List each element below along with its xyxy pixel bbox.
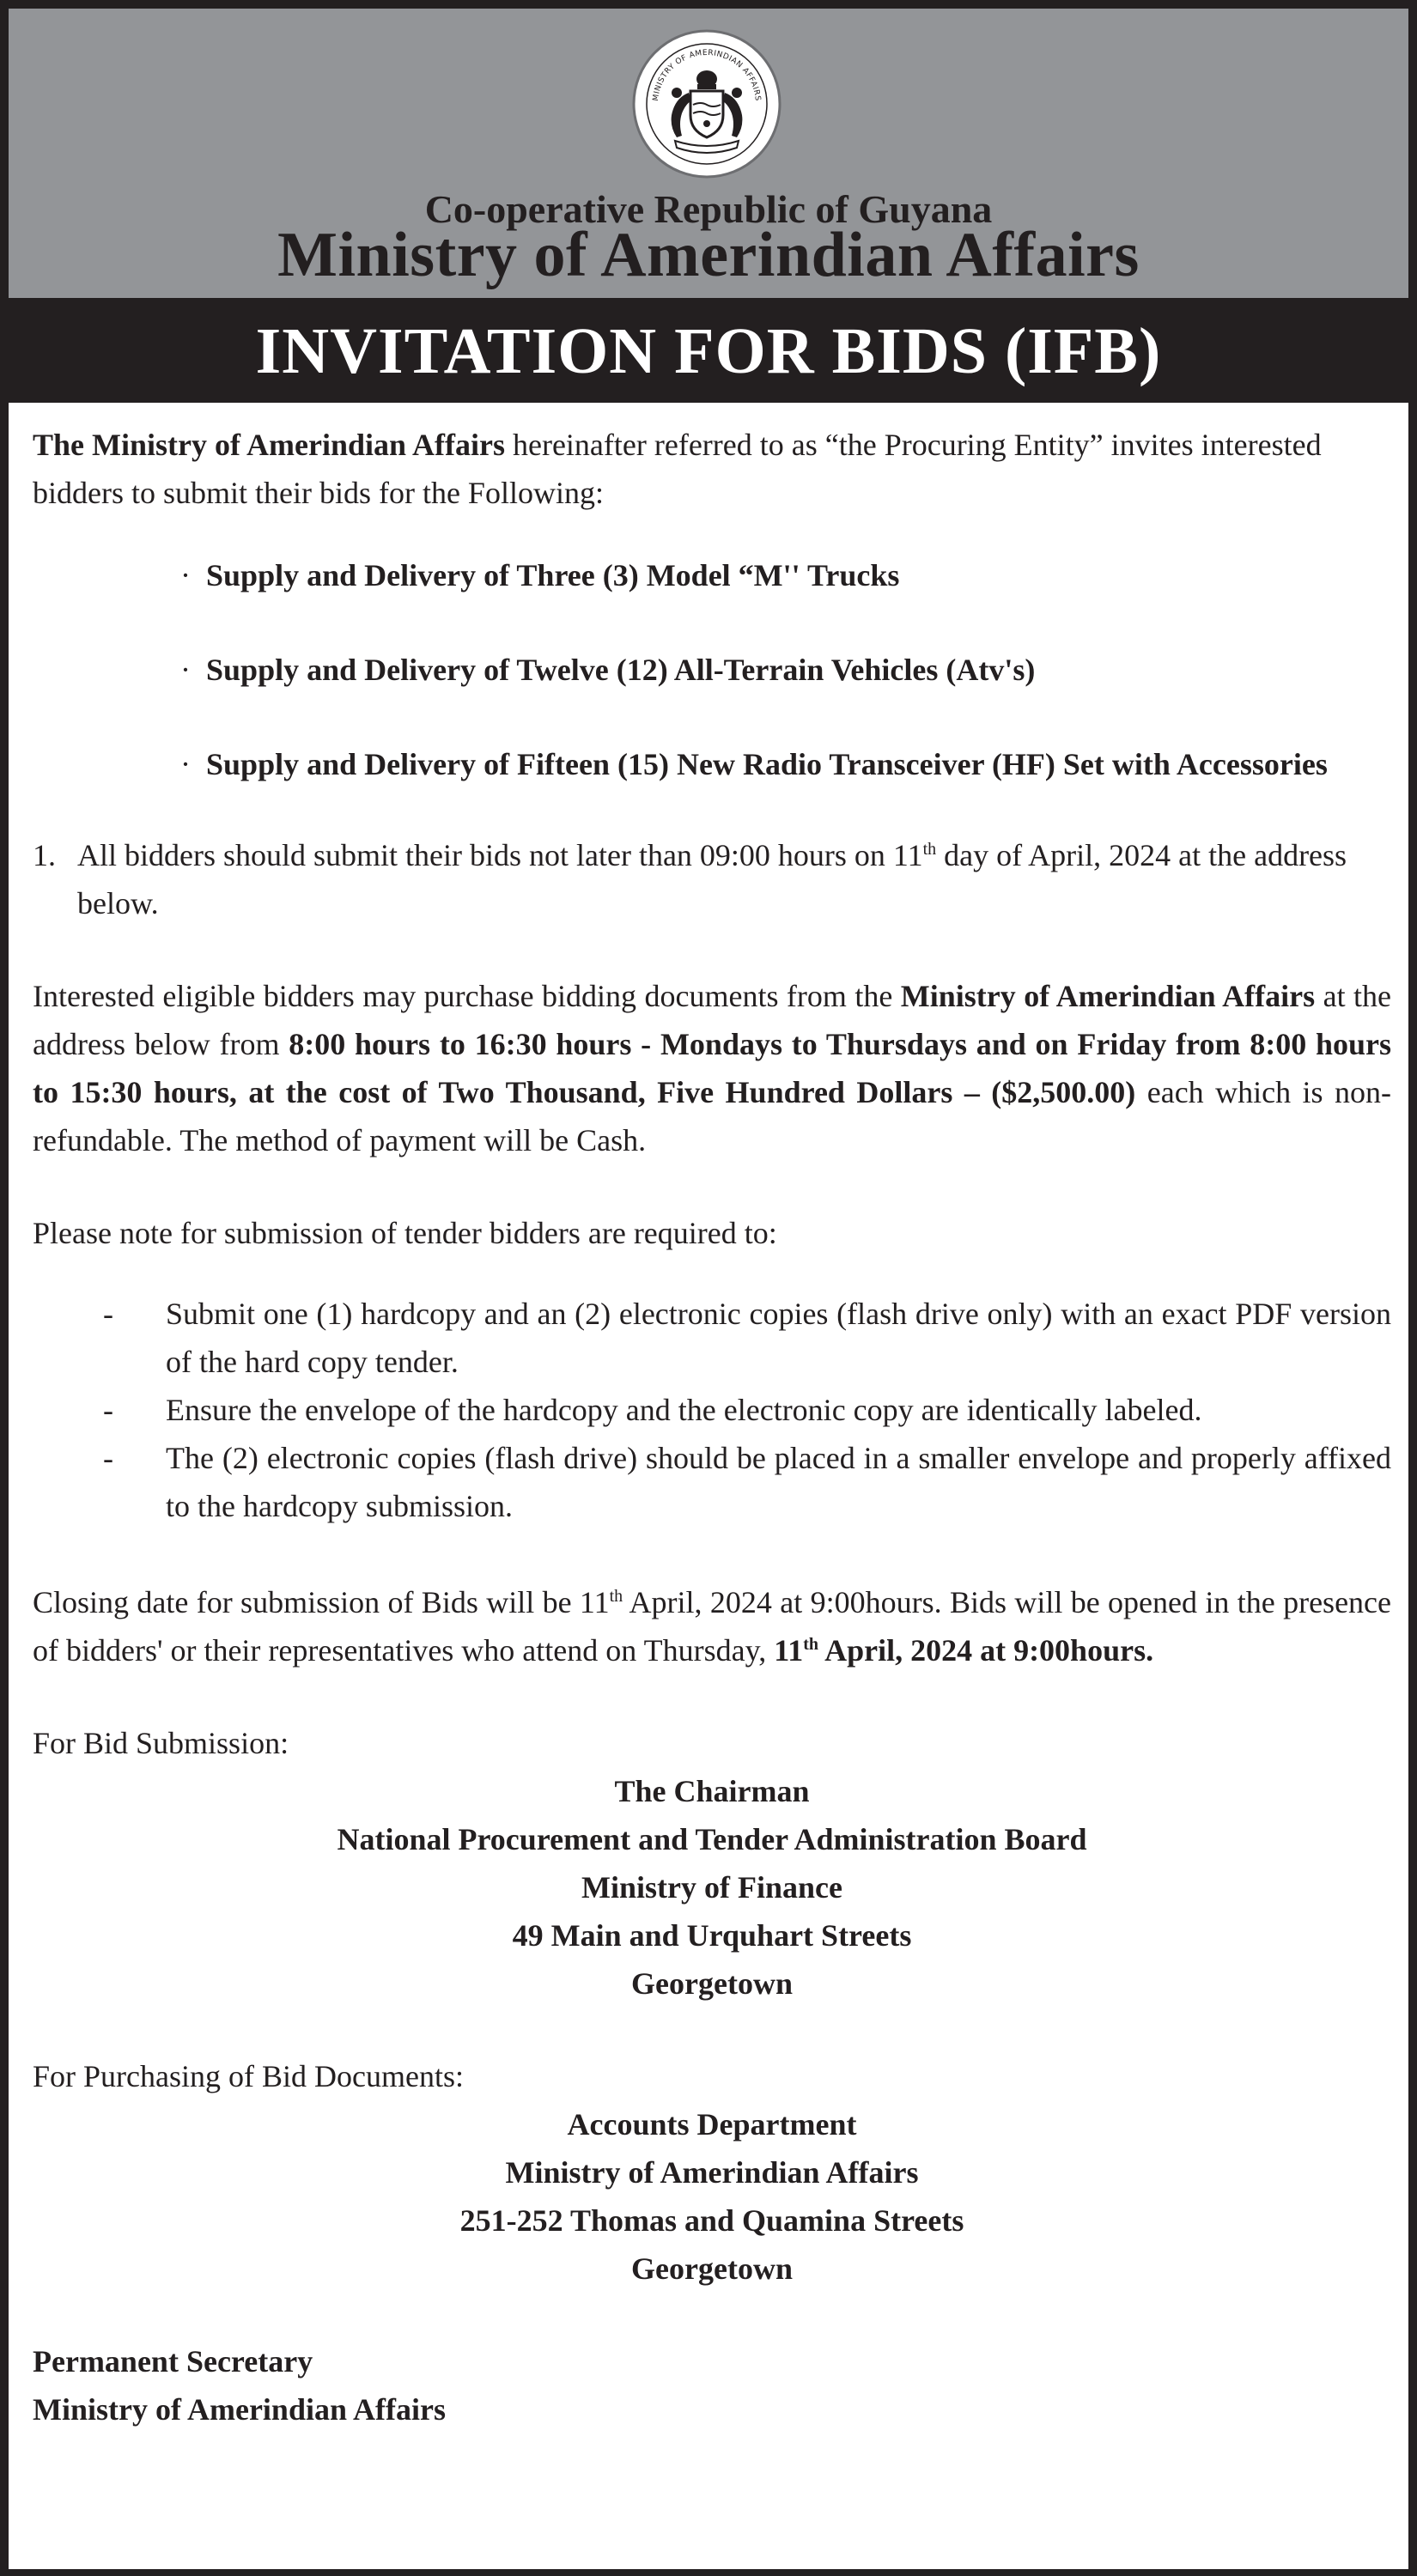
purchase-paragraph: Interested eligible bidders may purchase bidding documents from the Ministry of Amerindian Affairs at the address below from 8:00 hours to 16:30 hours - Mondays to Thursdays and on Friday from 8:00 hours to 15:30 hours, at the cost of Two Thousand, Five Hundred Dollars – ($2,500.00) each which is non-refundable. The method of payment will be Cash. [33,979,1392,1157]
note-intro: Please note for submission of tender bidders are required to: [33,1216,777,1250]
notice-body [33,421,1391,2433]
requirement-item: - Ensure the envelope of the hardcopy and the electronic copy are identically labeled. [33,1386,1391,1434]
dash-icon: - [103,1393,113,1427]
header [9,9,1408,298]
ministry-name: Ministry of Amerindian Affairs [277,220,1140,290]
dash-icon: - [103,1441,113,1475]
bid-item: · Supply and Delivery of Fifteen (15) New Radio Transceiver (HF) Set with Accessories [33,740,1391,788]
bullet-icon: · [180,558,191,592]
requirement-item: - Submit one (1) hardcopy and an (2) electronic copies (flash drive only) with an exact PDF version of the hard copy tender. [33,1290,1391,1386]
submission-address: The Chairman National Procurement and Tender Administration Board Ministry of Finance 49 Main and Urquhart Streets Georgetown [337,1774,1087,2001]
procuring-entity-name: The Ministry of Amerindian Affairs [33,428,505,462]
svg-text:MINISTRY OF AMERINDIAN AFFAIRS: MINISTRY OF AMERINDIAN AFFAIRS [651,48,762,102]
intro-paragraph: The Ministry of Amerindian Affairs hereinafter referred to as “the Procuring Entity” invites interested bidders to submit their bids for the Following: [33,428,1322,510]
closing-paragraph: Closing date for submission of Bids will be 11th April, 2024 at 9:00hours. Bids will be opened in the presence of bidders' or their representatives who attend on Thursday, 11th April, 2024 at 9:00hours. [33,1585,1391,1668]
signatory-title: Permanent Secretary [33,2344,313,2379]
signatory-org: Ministry of Amerindian Affairs [33,2392,446,2427]
ifb-banner: INVITATION FOR BIDS (IFB) [9,298,1408,403]
bullet-icon: · [180,747,191,781]
requirements-list [33,1290,1391,1530]
requirement-item: - The (2) electronic copies (flash drive) should be placed in a smaller envelope and properly affixed to the hardcopy submission. [33,1434,1391,1530]
bid-item: · Supply and Delivery of Three (3) Model “M'' Trucks [33,551,1391,599]
purchasing-address: Accounts Department Ministry of Amerindian Affairs 251-252 Thomas and Quamina Streets Georgetown [459,2107,964,2286]
submission-label: For Bid Submission: [33,1726,289,1760]
country-name: Co-operative Republic of Guyana [424,187,993,231]
bid-item: · Supply and Delivery of Twelve (12) All-Terrain Vehicles (Atv's) [33,646,1391,694]
bullet-icon: · [180,653,191,687]
purchasing-label: For Purchasing of Bid Documents: [33,2059,464,2093]
dash-icon: - [103,1297,113,1331]
coat-of-arms-seal-icon [632,29,781,179]
submission-deadline-item: 1. All bidders should submit their bids not later than 09:00 hours on 11th day of April, 2024 at the address below. [33,838,1347,920]
bid-items-list [33,551,1391,788]
